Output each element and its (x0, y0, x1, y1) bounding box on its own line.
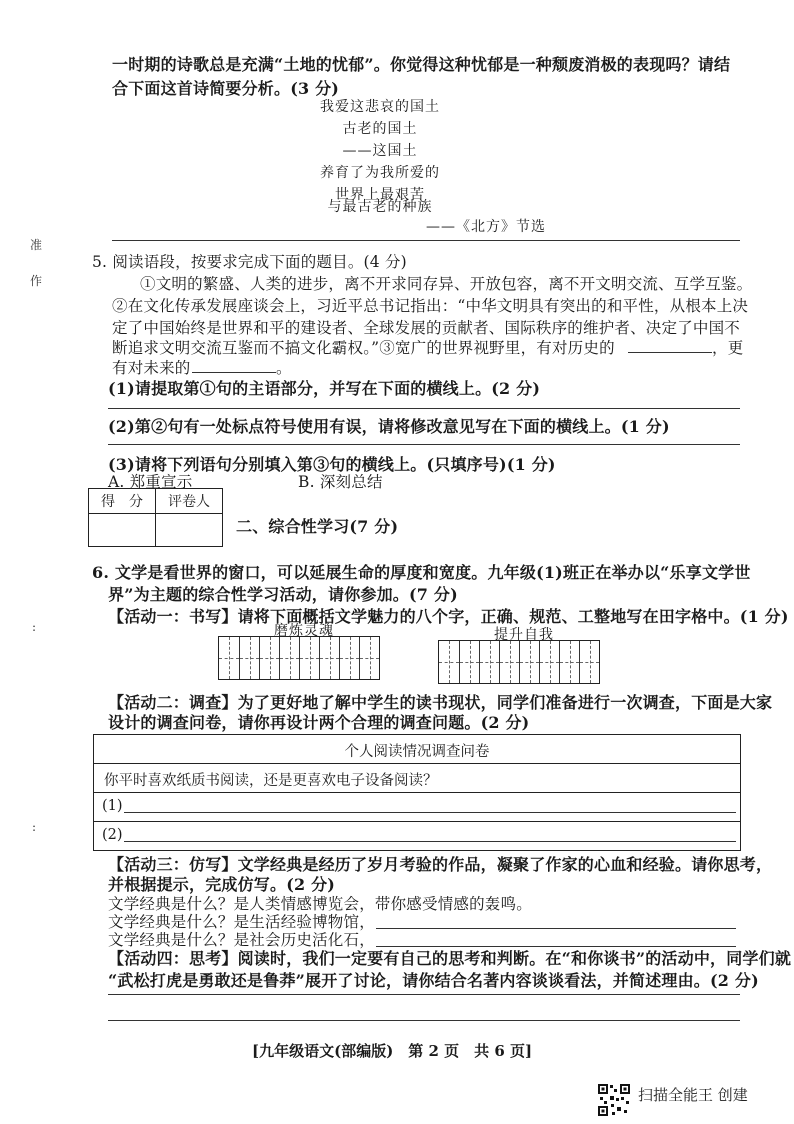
q5-heading: 5. 阅读语段，按要求完成下面的题目。(4 分) (92, 253, 407, 271)
survey-question: 你平时喜欢纸质书阅读，还是更喜欢电子设备阅读？ (104, 773, 438, 789)
survey-answer-2[interactable]: (2) (94, 821, 740, 850)
activity-3-text: 文学经典是经历了岁月考验的作品，凝聚了作家的心血和经验。请你思考， (237, 855, 773, 874)
fill-blank[interactable] (628, 352, 712, 353)
poem-line: ——这国土 (342, 143, 418, 159)
grader-cell[interactable] (156, 514, 223, 547)
imitation-prompt-2: 文学经典是什么？是社会历史活化石， (108, 931, 375, 949)
q5-paragraph: 定了中国始终是世界和平的建设者、全球发展的贡献者、国际秩序的维护者、决定了中国不 (112, 319, 741, 337)
poem-line: 世界上最艰苦 (335, 187, 425, 203)
intro-line-2: 合下面这首诗简要分析。(3 分) (112, 79, 340, 98)
fill-blank[interactable] (192, 372, 276, 373)
answer-line[interactable] (108, 994, 740, 995)
q5-paragraph: 有对未来的 (112, 359, 191, 377)
intro-line-1: 一时期的诗歌总是充满“土地的忧郁”。你觉得这种忧郁是一种颓废消极的表现吗？请结 (112, 55, 731, 74)
activity-2-text: 为了更好地了解中学生的读书现状，同学们准备进行一次调查，下面是大家 (237, 693, 773, 712)
activity-4-tag: 【活动四：思考】 (108, 949, 238, 968)
q6-line-2: 界”为主题的综合性学习活动，请你参加。(7 分) (108, 585, 458, 604)
grid-label-1: 磨炼灵魂 (274, 623, 334, 639)
poem-line: 我爱这悲哀的国土 (320, 99, 440, 115)
q5-paragraph: ②在文化传承发展座谈会上，习近平总书记指出：“中华文明具有突出的和平性，从根本上决 (112, 297, 749, 315)
camscanner-watermark: 扫描全能王 创建 (638, 1086, 748, 1104)
imitation-prompt-1: 文学经典是什么？是生活经验博物馆， (108, 913, 375, 931)
score-header: 得 分 (89, 489, 156, 514)
survey-table (93, 734, 741, 851)
page-footer: [九年级语文(部编版) 第 2 页 共 6 页] (252, 1042, 533, 1060)
activity-1-text: 请将下面概括文学魅力的八个字，正确、规范、工整地写在田字格中。(1 分) (237, 607, 789, 626)
q5-paragraph: 断追求文明交流互鉴而不搞文化霸权。”③宽广的世界视野里，有对历史的 (112, 339, 615, 357)
poem-line: 古老的国土 (342, 121, 418, 137)
survey-title: 个人阅读情况调查问卷 (344, 744, 490, 760)
margin-mark: : (32, 820, 37, 834)
answer-line[interactable] (112, 240, 740, 241)
answer-line[interactable] (108, 408, 740, 409)
q5-sub1: (1)请提取第①句的主语部分，并写在下面的横线上。(2 分) (108, 379, 541, 398)
poem-line: 与最古老的种族 (327, 199, 433, 215)
section-2-title: 二、综合性学习(7 分) (236, 517, 399, 536)
margin-mark: 准 (30, 238, 43, 252)
q5-sub2: (2)第②句有一处标点符号使用有误，请将修改意见写在下面的横线上。(1 分) (108, 417, 670, 436)
activity-2-tag: 【活动二：调查】 (108, 693, 238, 712)
answer-line[interactable] (376, 928, 736, 929)
q5-paragraph: 。 (276, 359, 292, 377)
activity-4-text: 阅读时，我们一定要有自己的思考和判断。在“和你谈书”的活动中，同学们就 (237, 949, 792, 968)
activity-1-tag: 【活动一：书写】 (108, 607, 238, 626)
activity-3-tag: 【活动三：仿写】 (108, 855, 238, 874)
grader-header: 评卷人 (156, 489, 223, 514)
survey-answer-1[interactable]: (1) (94, 792, 740, 821)
activity-2-line-2: 设计的调查问卷，请你再设计两个合理的调查问题。(2 分) (108, 713, 530, 732)
option-b: B. 深刻总结 (298, 473, 383, 491)
tianzige-grid-1[interactable] (218, 636, 380, 680)
q5-paragraph: ①文明的繁盛、人类的进步，离不开求同存异、开放包容，离不开文明交流、互学互鉴。 (140, 275, 753, 293)
margin-mark: : (32, 620, 37, 634)
option-a: A. 郑重宣示 (108, 473, 193, 491)
q5-sub3: (3)请将下列语句分别填入第③句的横线上。(只填序号)(1 分) (108, 455, 556, 474)
tianzige-grid-2[interactable] (438, 640, 600, 684)
margin-mark: 作 (30, 274, 43, 288)
score-cell[interactable] (89, 514, 156, 547)
answer-line[interactable] (108, 444, 740, 445)
answer-line[interactable] (108, 1020, 740, 1021)
poem-line: 养育了为我所爱的 (320, 165, 440, 181)
poem-source: ——《北方》节选 (426, 219, 546, 235)
grid-label-2: 提升自我 (494, 627, 554, 643)
score-table (88, 488, 223, 547)
q6-line-1: 6. 文学是看世界的窗口，可以延展生命的厚度和宽度。九年级(1)班正在举办以“乐享文学世 (92, 563, 751, 582)
activity-4-line-2: “武松打虎是勇敢还是鲁莽”展开了讨论，请你结合名著内容谈谈看法，并简述理由。(2 分) (108, 971, 759, 990)
activity-1 (108, 604, 789, 627)
qr-code-icon (597, 1083, 631, 1117)
example-sentence: 文学经典是什么？是人类情感博览会，带你感受情感的轰鸣。 (108, 895, 532, 913)
activity-3-line-2: 并根据提示，完成仿写。(2 分) (108, 875, 336, 894)
activity-4 (108, 946, 791, 969)
q5-paragraph: ，更 (712, 339, 744, 357)
